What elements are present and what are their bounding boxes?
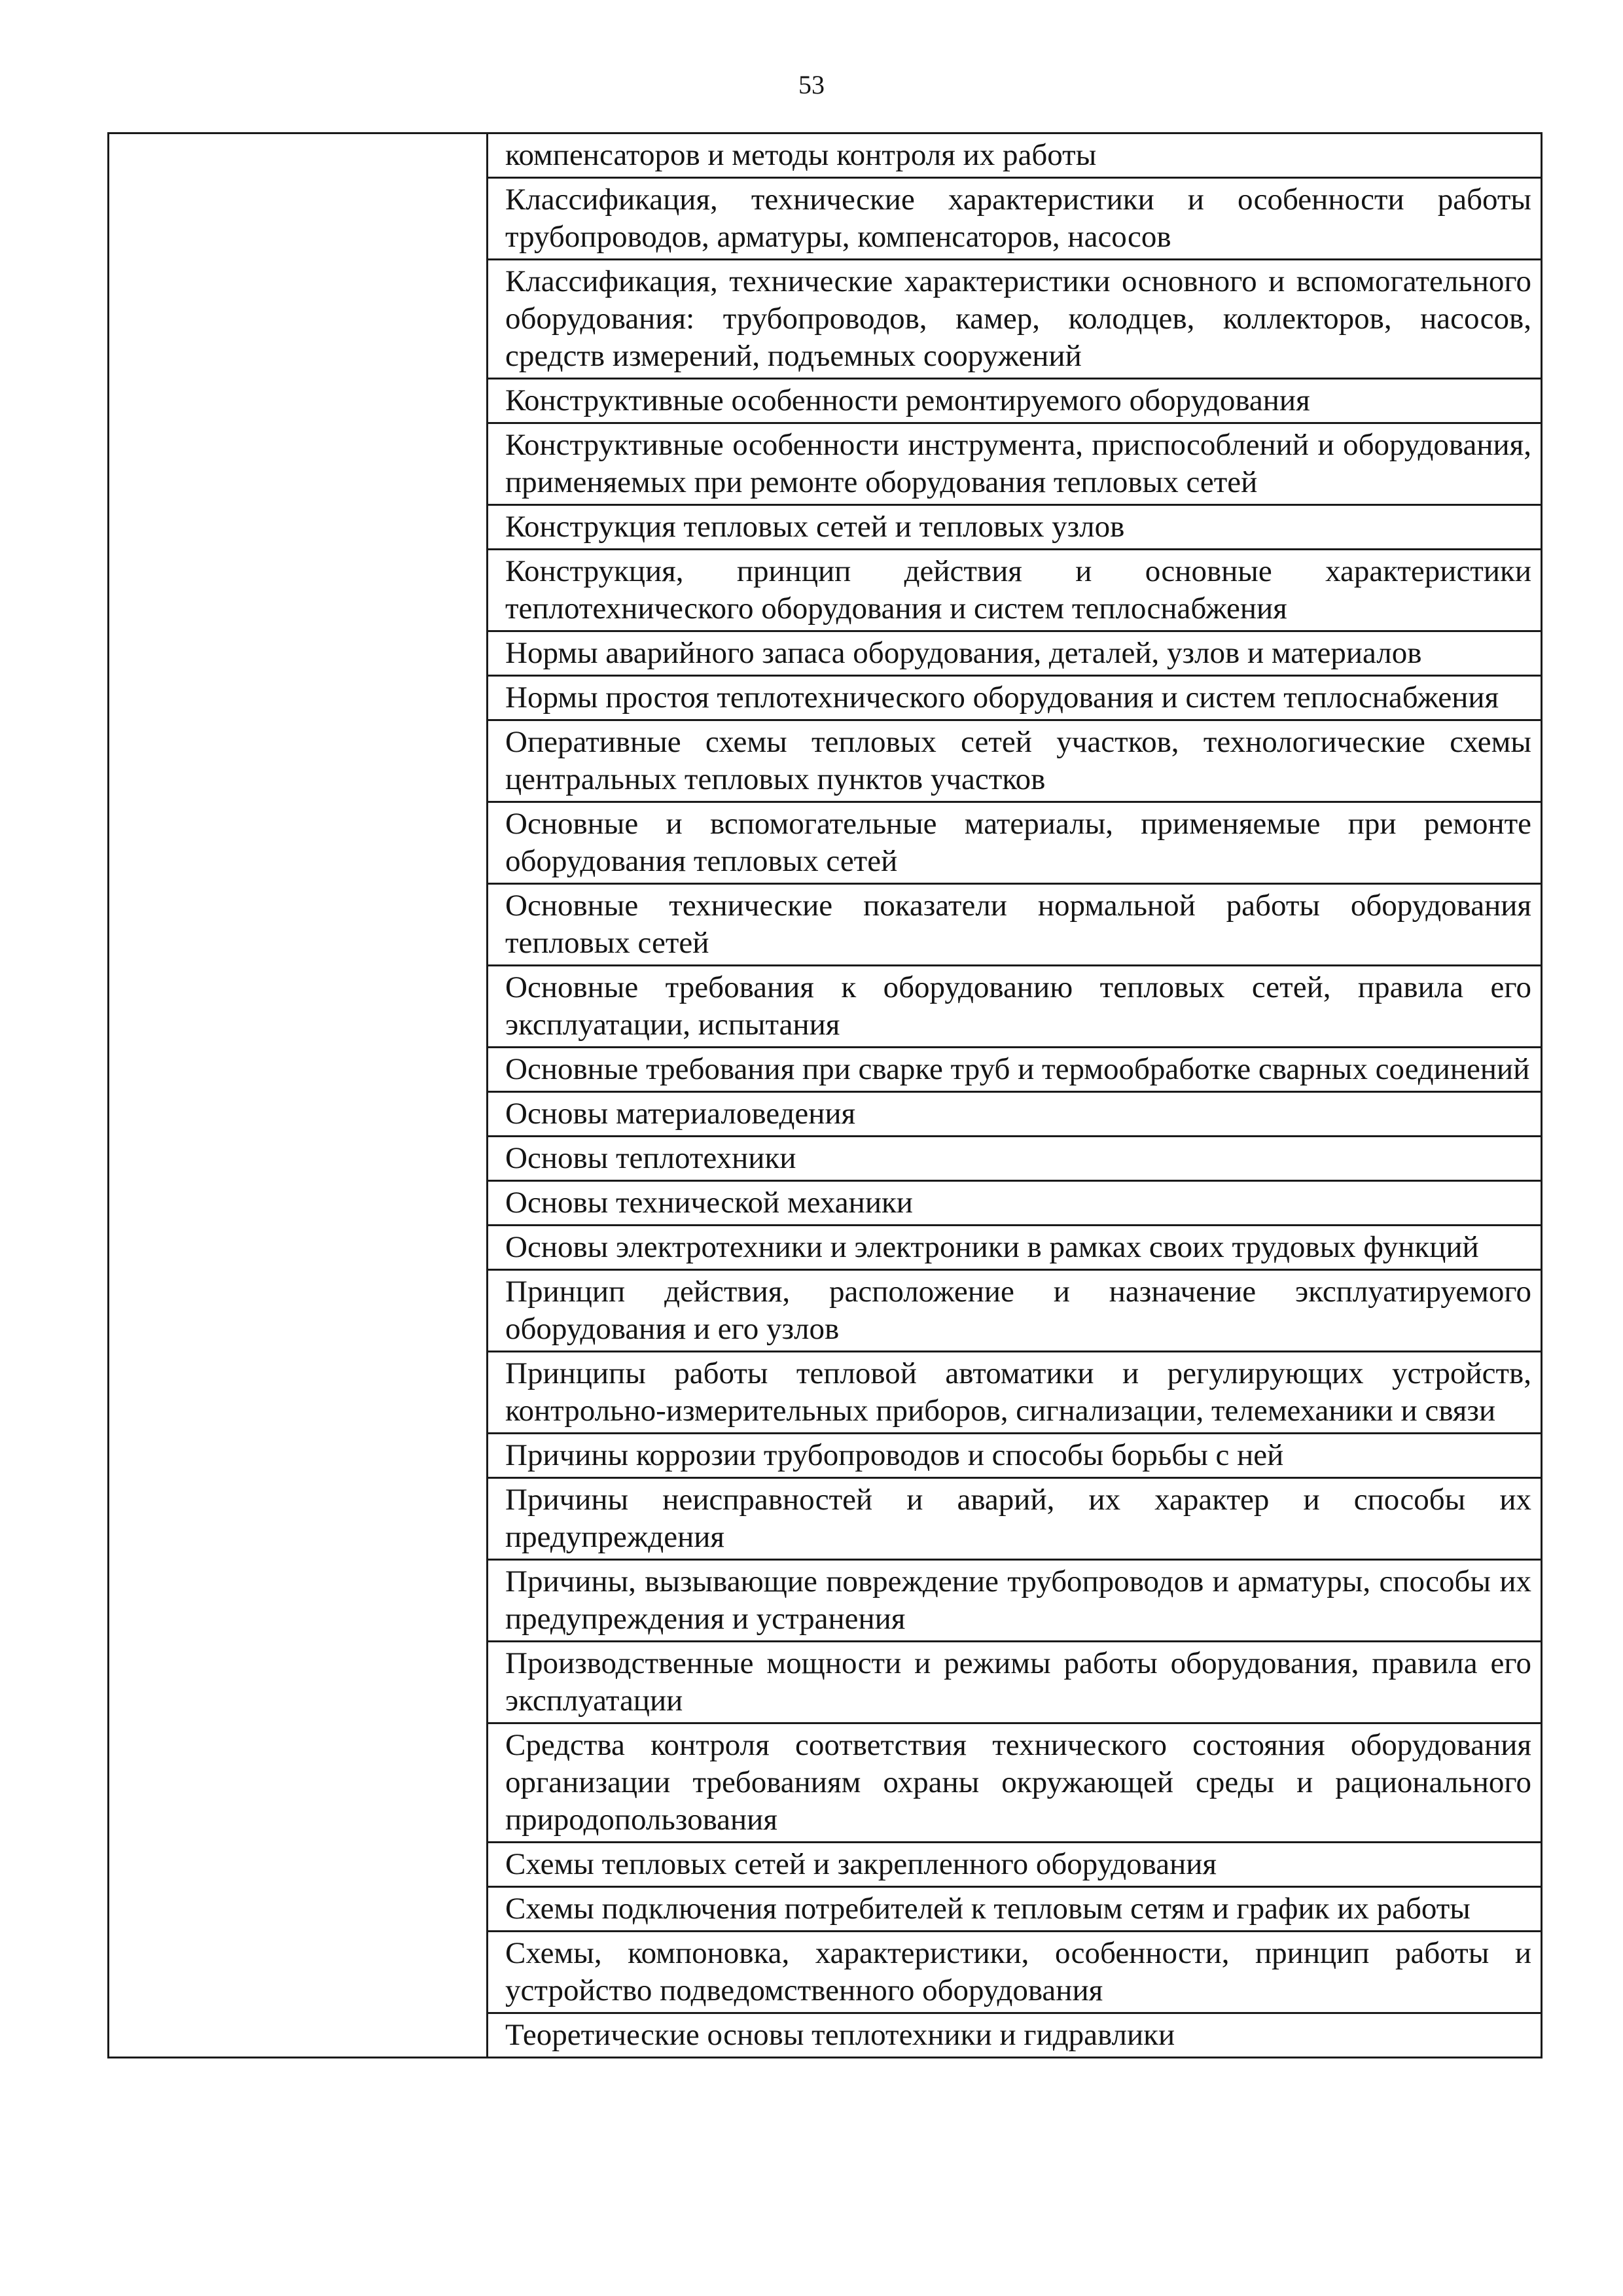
list-item: Производственные мощности и режимы работы оборудования, правила его эксплуатации xyxy=(488,1640,1541,1722)
list-item: Конструктивные особенности ремонтируемого оборудования xyxy=(488,378,1541,422)
list-item: Причины, вызывающие повреждение трубопроводов и арматуры, способы их предупреждения и устранения xyxy=(488,1559,1541,1640)
list-item: Основные и вспомогательные материалы, применяемые при ремонте оборудования тепловых сетей xyxy=(488,801,1541,883)
list-item: Средства контроля соответствия технического состояния оборудования организации требованиям охраны окружающей среды и рационального природопользования xyxy=(488,1722,1541,1841)
list-item: Конструкция, принцип действия и основные характеристики теплотехнического оборудования и систем теплоснабжения xyxy=(488,548,1541,630)
page-number: 53 xyxy=(798,70,825,99)
list-item: Классификация, технические характеристики основного и вспомогательного оборудования: трубопроводов, камер, колодцев, коллекторов, насосов, средств измерений, подъемных сооружений xyxy=(488,258,1541,378)
list-item: Схемы подключения потребителей к тепловым сетям и график их работы xyxy=(488,1886,1541,1930)
list-item: Основы технической механики xyxy=(488,1180,1541,1224)
list-item: Схемы, компоновка, характеристики, особенности, принцип работы и устройство подведомственного оборудования xyxy=(488,1930,1541,2012)
list-item: Конструкция тепловых сетей и тепловых узлов xyxy=(488,504,1541,548)
list-item: Причины неисправностей и аварий, их характер и способы их предупреждения xyxy=(488,1477,1541,1559)
list-item: Основные требования к оборудованию тепловых сетей, правила его эксплуатации, испытания xyxy=(488,964,1541,1046)
list-item: Принципы работы тепловой автоматики и регулирующих устройств, контрольно-измерительных приборов, сигнализации, телемеханики и связи xyxy=(488,1351,1541,1432)
list-item: Основные технические показатели нормальной работы оборудования тепловых сетей xyxy=(488,883,1541,964)
list-item: Причины коррозии трубопроводов и способы борьбы с ней xyxy=(488,1432,1541,1477)
list-item: Оперативные схемы тепловых сетей участков, технологические схемы центральных тепловых пунктов участков xyxy=(488,719,1541,801)
knowledge-list xyxy=(488,134,1541,2057)
list-item: Конструктивные особенности инструмента, приспособлений и оборудования, применяемых при ремонте оборудования тепловых сетей xyxy=(488,422,1541,504)
list-item: Основы теплотехники xyxy=(488,1135,1541,1180)
list-item: Основные требования при сварке труб и термообработке сварных соединений xyxy=(488,1046,1541,1091)
table-left-cell xyxy=(109,133,488,2058)
list-item: Основы электротехники и электроники в рамках своих трудовых функций xyxy=(488,1224,1541,1269)
knowledge-table xyxy=(107,132,1543,2058)
list-item: Принцип действия, расположение и назначение эксплуатируемого оборудования и его узлов xyxy=(488,1269,1541,1351)
table-row xyxy=(109,133,1542,2058)
list-item: Схемы тепловых сетей и закрепленного оборудования xyxy=(488,1841,1541,1886)
list-item: Классификация, технические характеристики и особенности работы трубопроводов, арматуры, компенсаторов, насосов xyxy=(488,177,1541,258)
list-item: Нормы простоя теплотехнического оборудования и систем теплоснабжения xyxy=(488,675,1541,719)
list-item: Нормы аварийного запаса оборудования, деталей, узлов и материалов xyxy=(488,630,1541,675)
list-item: Теоретические основы теплотехники и гидравлики xyxy=(488,2012,1541,2057)
table-right-cell xyxy=(488,133,1542,2058)
list-item: компенсаторов и методы контроля их работы xyxy=(505,138,1097,172)
list-item: Основы материаловедения xyxy=(488,1091,1541,1135)
